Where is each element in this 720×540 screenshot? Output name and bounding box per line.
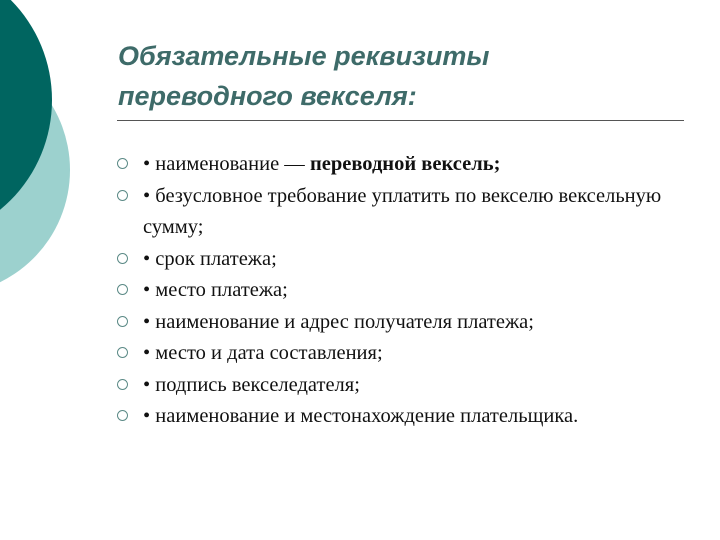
slide-title [118,36,678,116]
list-item [113,244,703,276]
requisites-list [113,149,703,433]
item-text: • наименование — [143,153,310,175]
item-text: • безусловное требование уплатить по векселю вексельную сумму; [143,184,662,238]
circle-bullet-icon [117,347,128,358]
list-item [113,370,703,402]
circle-bullet-icon [117,158,128,169]
item-text: • место платежа; [143,279,288,301]
title-line-2: переводного векселя: [118,81,417,111]
circle-bullet-icon [117,253,128,264]
list-item [113,149,703,181]
item-text: • наименование и местонахождение плательщика. [143,405,579,427]
circle-bullet-icon [117,379,128,390]
item-text: • срок платежа; [143,247,277,270]
item-bold-text: переводной вексель; [309,153,501,175]
title-line-1: Обязательные реквизиты [118,41,490,71]
item-text: • место и дата составления; [143,342,383,364]
list-item [113,275,703,307]
circle-bullet-icon [117,284,128,295]
list-item [113,181,703,244]
title-divider [117,120,684,121]
list-item [113,401,703,433]
circle-bullet-icon [117,190,128,201]
item-text: • наименование и адрес получателя платежа; [143,310,534,333]
circle-bullet-icon [117,316,128,327]
list-item [113,307,703,339]
list-item [113,338,703,370]
item-text: • подпись векселедателя; [143,373,360,396]
circle-bullet-icon [117,410,128,421]
decorative-circles [0,0,100,300]
